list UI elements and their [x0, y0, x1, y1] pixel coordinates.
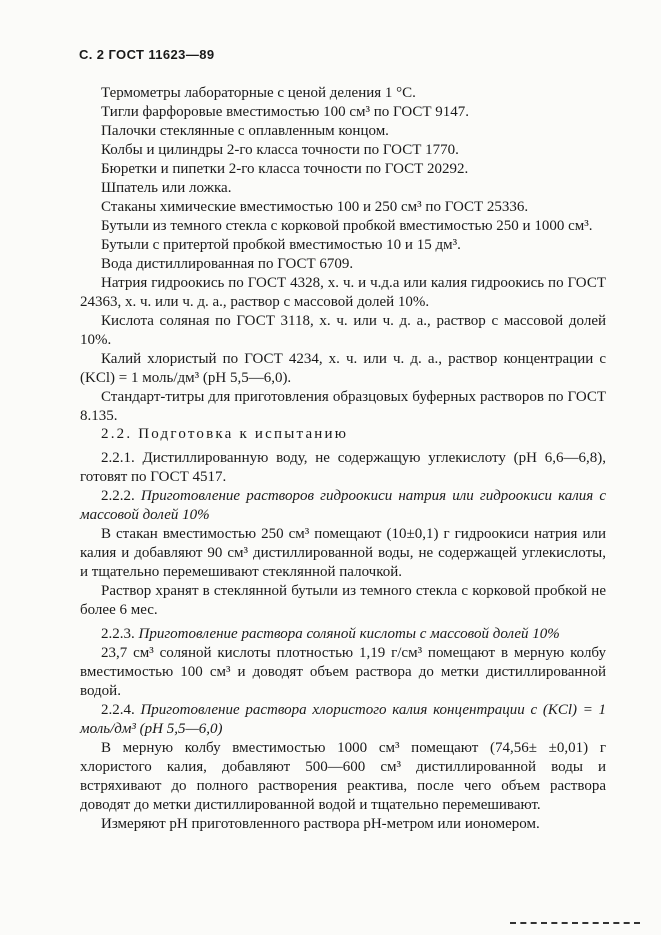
- list-item: Натрия гидроокись по ГОСТ 4328, х. ч. и ч.д.а или калия гидроокись по ГОСТ 24363, х. ч. или ч. д. а., раствор с массовой долей 10%.: [80, 275, 606, 310]
- list-item: Стандарт-титры для приготовления образцовых буферных растворов по ГОСТ 8.135.: [80, 389, 606, 424]
- clause-title: Приготовление раствора соляной кислоты с массовой долей 10%: [138, 626, 560, 642]
- list-item: Бутыли с притертой пробкой вместимостью 10 и 15 дм³.: [101, 237, 461, 253]
- list-item: Вода дистиллированная по ГОСТ 6709.: [101, 256, 354, 272]
- clause-number: 2.2.3.: [101, 626, 135, 642]
- list-item: Стаканы химические вместимостью 100 и 250 см³ по ГОСТ 25336.: [101, 199, 529, 215]
- paragraph-2-2-2-storage: Раствор хранят в стеклянной бутыли из темного стекла с корковой пробкой не более 6 мес.: [80, 583, 606, 618]
- paragraph-2-2-4-heading: [80, 701, 606, 739]
- list-item: Тигли фарфоровые вместимостью 100 см³ по ГОСТ 9147.: [101, 104, 470, 120]
- clause-title: Приготовление растворов гидроокиси натрия или гидроокиси калия с массовой долей 10%: [80, 488, 607, 523]
- section-heading: 2.2. Подготовка к испытанию: [101, 426, 349, 442]
- list-item: Кислота соляная по ГОСТ 3118, х. ч. или ч. д. а., раствор с массовой долей 10%.: [80, 313, 606, 348]
- list-item: Термометры лабораторные с ценой деления 1 °С.: [101, 85, 416, 101]
- list-item: Бюретки и пипетки 2-го класса точности по ГОСТ 20292.: [101, 161, 469, 177]
- paragraph-2-2-2-heading: [80, 487, 606, 525]
- paragraph-2-2-3-heading: [80, 625, 606, 644]
- paragraph-2-2-2-text: В стакан вместимостью 250 см³ помещают (10±0,1) г гидроокиси натрия или калия и добавляют 90 см³ дистиллированной воды, не содержащей углекислоты, и тщательно перемешивают стеклянной палочкой.: [80, 526, 606, 580]
- footer-rule: [510, 922, 640, 924]
- preparation-section: [80, 425, 606, 834]
- list-item: Шпатель или ложка.: [101, 180, 232, 196]
- list-item: Калий хлористый по ГОСТ 4234, х. ч. или ч. д. а., раствор концентрации с (KCl) = 1 моль/дм³ (pH 5,5—6,0).: [80, 351, 606, 386]
- paragraph-2-2-4-measure: Измеряют pH приготовленного раствора pH-метром или иономером.: [101, 816, 540, 832]
- paragraph-2-2-1: 2.2.1. Дистиллированную воду, не содержащую углекислоту (pH 6,6—6,8), готовят по ГОСТ 4517.: [80, 450, 606, 485]
- page-header: С. 2 ГОСТ 11623—89: [79, 47, 215, 62]
- clause-number: 2.2.2.: [101, 488, 135, 504]
- paragraph-2-2-4-text: В мерную колбу вместимостью 1000 см³ помещают (74,56± ±0,01) г хлористого калия, добавляют 500—600 см³ дистиллированной воды и встряхивают до полного растворения реактива, после чего объем раствора доводят до метки дистиллированной водой и тщательно перемешивают.: [80, 740, 606, 813]
- equipment-list: [80, 84, 606, 426]
- clause-title: Приготовление раствора хлористого калия концентрации с (KCl) = 1 моль/дм³ (pH 5,5—6,0): [80, 702, 607, 737]
- list-item: Палочки стеклянные с оплавленным концом.: [101, 123, 389, 139]
- paragraph-2-2-3-text: 23,7 см³ соляной кислоты плотностью 1,19 г/см³ помещают в мерную колбу вместимостью 100 см³ и доводят объем раствора до метки дистиллированной водой.: [80, 645, 606, 699]
- list-item: Колбы и цилиндры 2-го класса точности по ГОСТ 1770.: [101, 142, 459, 158]
- clause-number: 2.2.4.: [101, 702, 135, 718]
- list-item: Бутыли из темного стекла с корковой пробкой вместимостью 250 и 1000 см³.: [101, 218, 593, 234]
